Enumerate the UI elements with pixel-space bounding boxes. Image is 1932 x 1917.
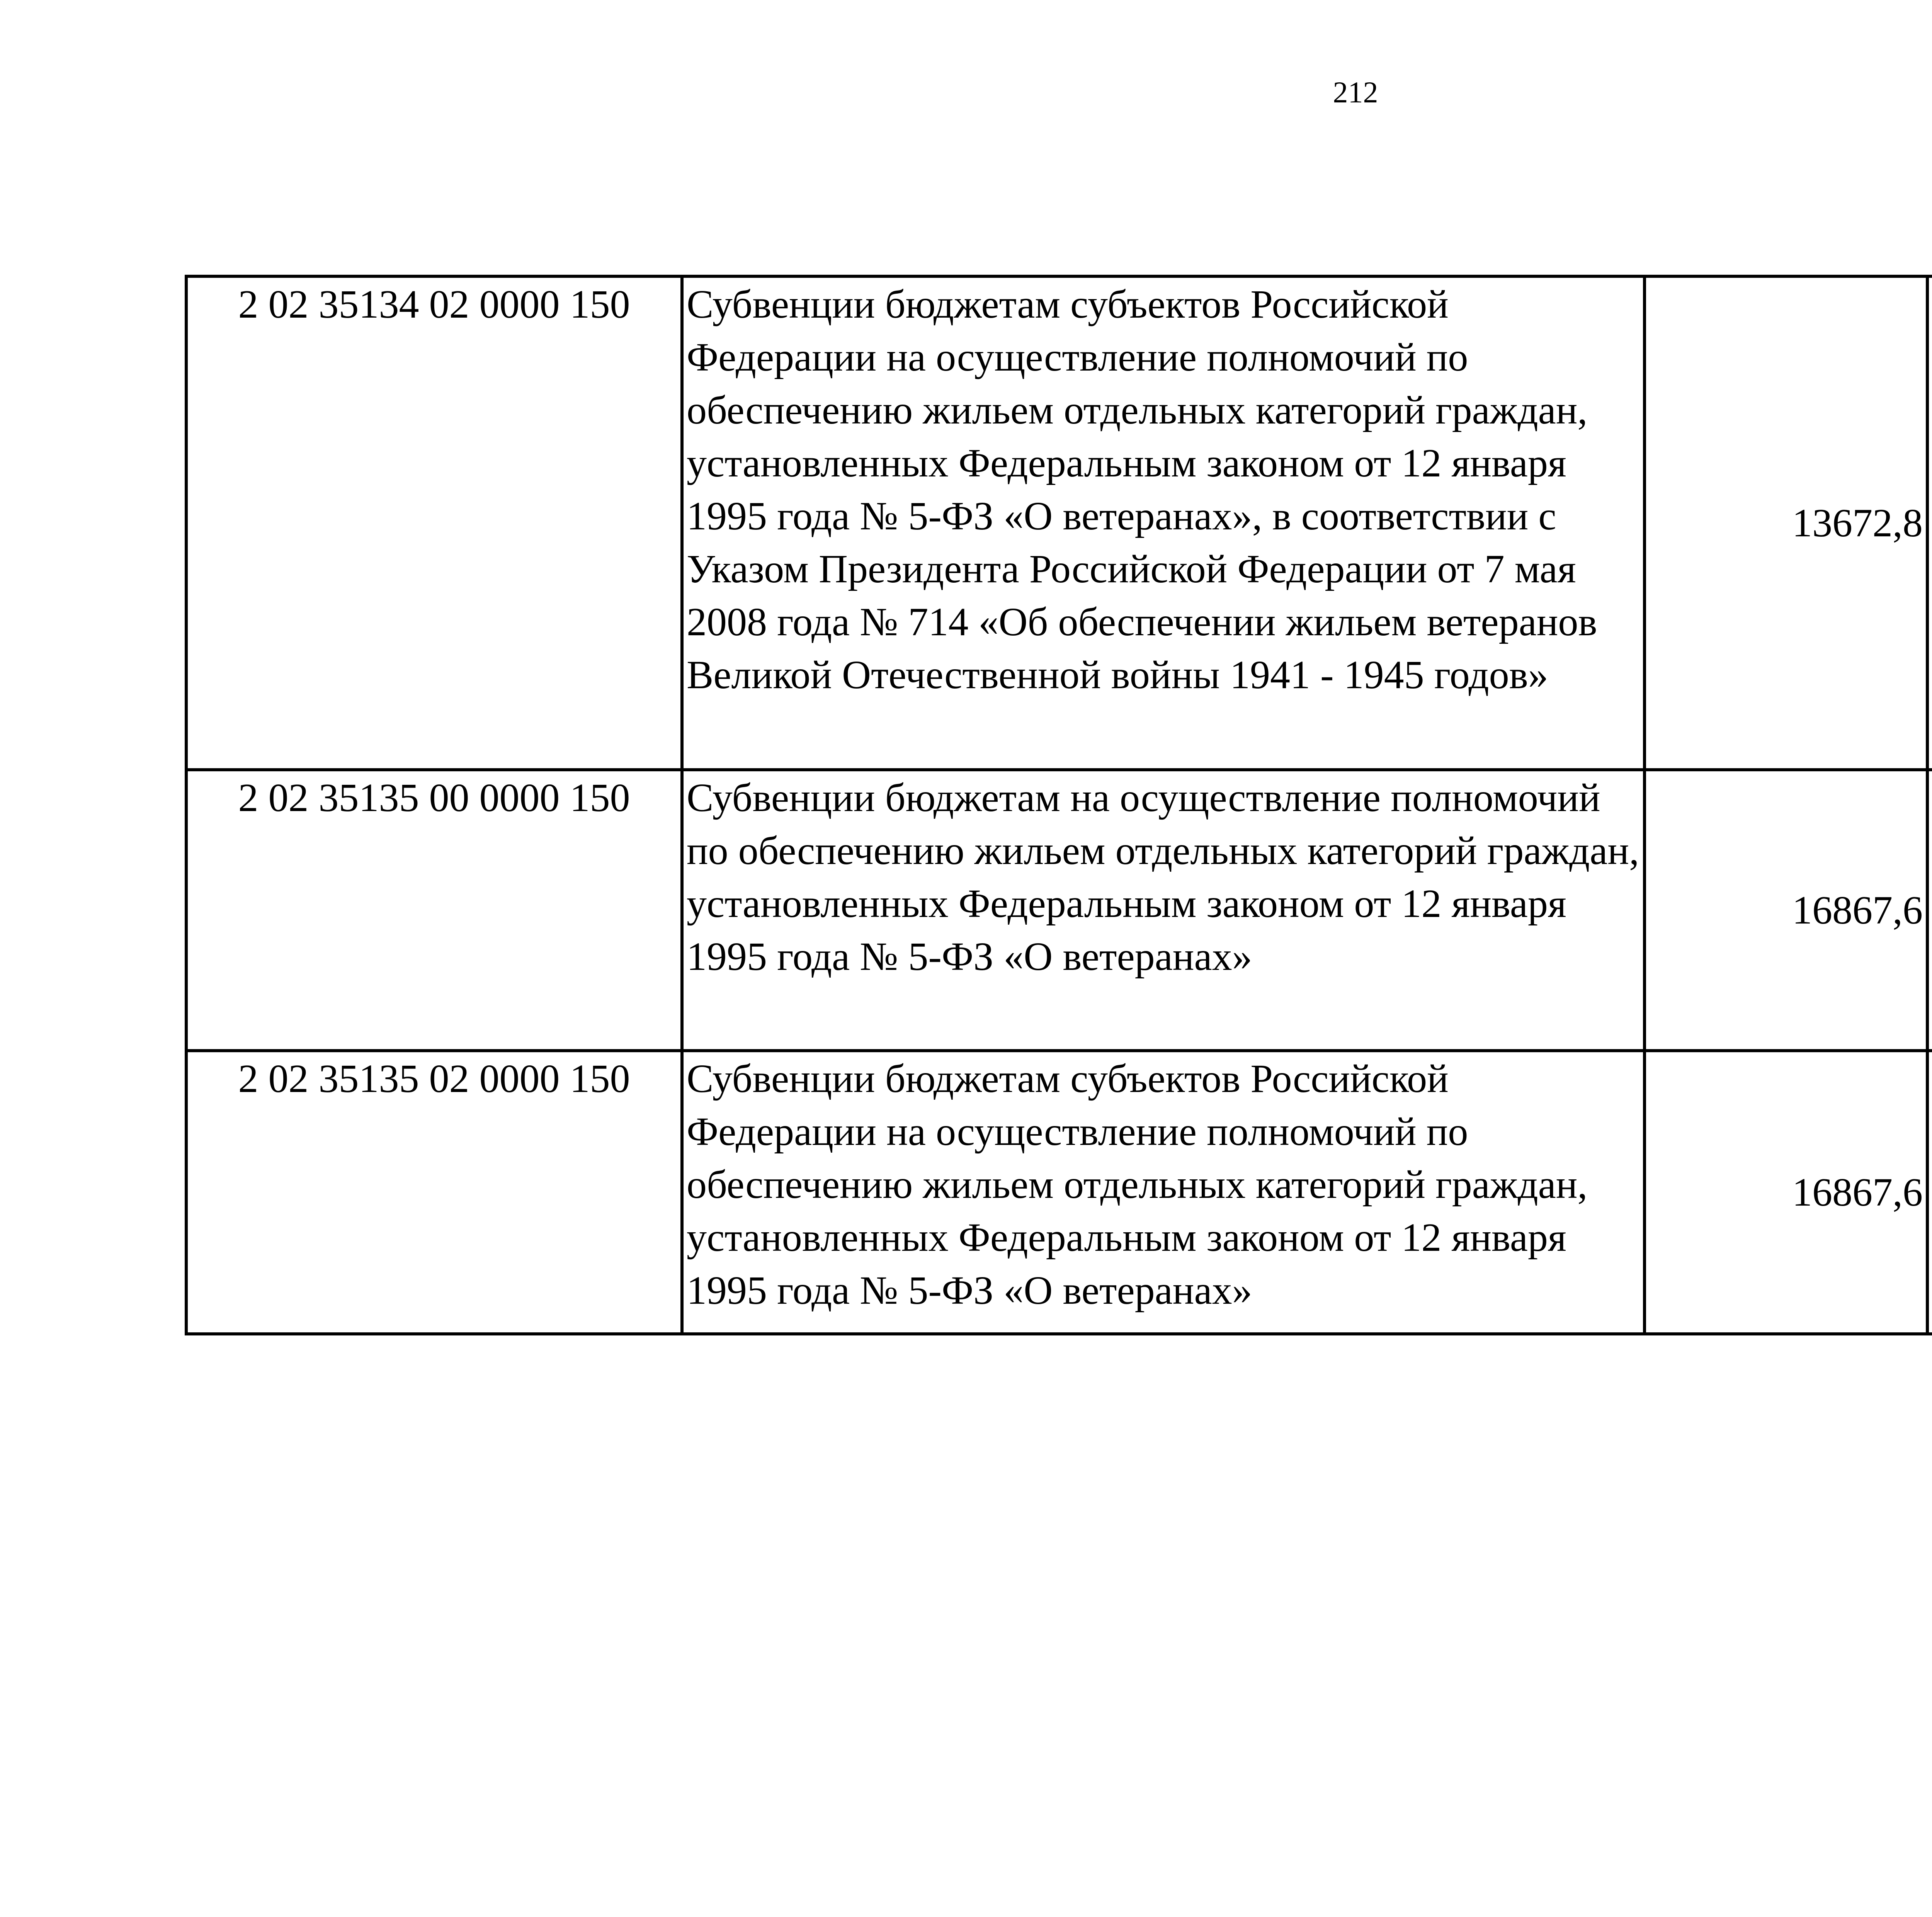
description-cell: Субвенции бюджетам субъектов Российской Федерации на осуществление полномочий по обеспечению жильем отдельных категорий граждан, установленных Федеральным законом от 12 января 1995 года № 5-ФЗ «О ветеранах» [682,1051,1645,1334]
table-row [186,1051,1932,1334]
description-cell: Субвенции бюджетам субъектов Российской Федерации на осуществление полномочий по обеспечению жильем отдельных категорий граждан, установленных Федеральным законом от 12 января 1995 года № 5-ФЗ «О ветеранах», в соответствии с Указом Президента Российской Федерации от 7 мая 2008 года № 714 «Об обеспечении жильем ветеранов Великой Отечественной войны 1941 - 1945 годов» [682,276,1645,770]
table-row [186,276,1932,770]
amount-cell-2 [1927,276,1932,770]
budget-code-cell: 2 02 35135 02 0000 150 [186,1051,682,1334]
description-cell: Субвенции бюджетам на осуществление полномочий по обеспечению жильем отдельных категорий граждан, установленных Федеральным законом от 12 января 1995 года № 5-ФЗ «О ветеранах» [682,770,1645,1051]
amount-cell-2 [1927,770,1932,1051]
amount-cell-1: 13672,8 [1645,276,1927,770]
amount-cell-1: 16867,6 [1645,770,1927,1051]
page-number: 212 [1333,75,1378,109]
budget-code-cell: 2 02 35134 02 0000 150 [186,276,682,770]
amount-cell-1: 16867,6 [1645,1051,1927,1334]
budget-code-cell: 2 02 35135 00 0000 150 [186,770,682,1051]
table-row [186,770,1932,1051]
budget-table [185,275,1932,1335]
amount-cell-2 [1927,1051,1932,1334]
